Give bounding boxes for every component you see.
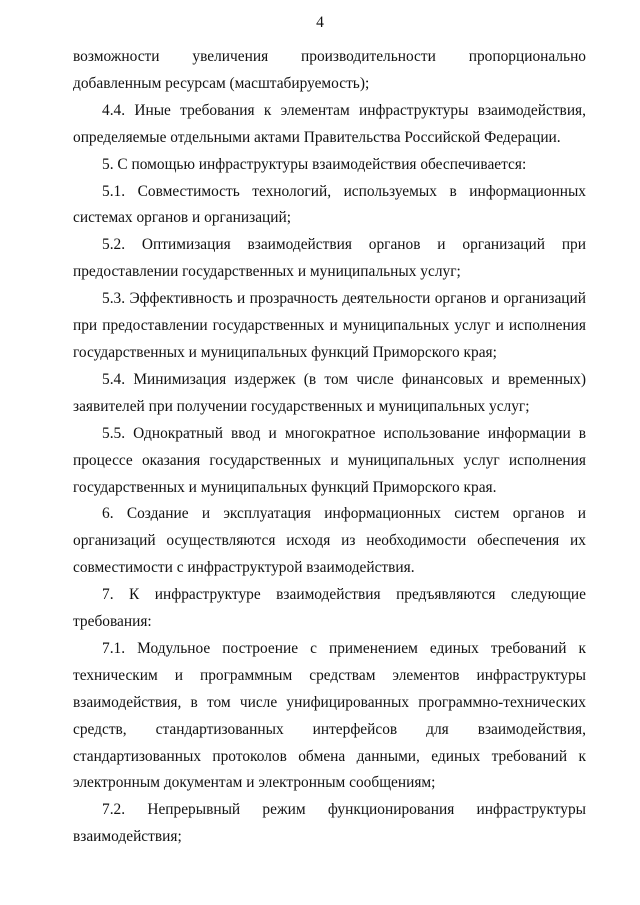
paragraph-5-3: 5.3. Эффективность и прозрачность деятельности органов и организаций при предоставлении государственных и муниципальных услуг и исполнения государственных и муниципальных функций Приморского края; (73, 290, 586, 361)
paragraph-continuation: возможности увеличения производительности пропорционально добавленным ресурсам (масштабируемость); (73, 48, 586, 92)
paragraph-7-2: 7.2. Непрерывный режим функционирования инфраструктуры взаимодействия; (73, 801, 586, 846)
paragraph-4-4: 4.4. Иные требования к элементам инфраструктуры взаимодействия, определяемые отдельными актами Правительства Российской Федерации. (73, 101, 586, 146)
paragraph-7: 7. К инфраструктуре взаимодействия предъявляются следующие требования: (73, 586, 586, 631)
paragraph-5-4: 5.4. Минимизация издержек (в том числе финансовых и временных) заявителей при получении государственных и муниципальных услуг; (73, 370, 586, 415)
page-number: 4 (316, 14, 324, 31)
paragraph-5-1: 5.1. Совместимость технологий, используемых в информационных системах органов и организаций; (73, 182, 586, 227)
paragraph-5-5: 5.5. Однократный ввод и многократное использование информации в процессе оказания государственных и муниципальных услуг исполнения государственных и муниципальных функций Приморского края. (73, 424, 586, 496)
paragraph-5-2: 5.2. Оптимизация взаимодействия органов и организаций при предоставлении государственных и муниципальных услуг; (73, 236, 586, 281)
paragraph-7-1: 7.1. Модульное построение с применением единых требований к техническим и программным средствам элементов инфраструктуры взаимодействия, в том числе унифицированных программно-технических средств, стандартизованных интерфейсов для взаимодействия, стандартизованных протоколов обмена данными, единых требований к электронным документам и электронным сообщениям; (73, 639, 586, 792)
paragraph-5: 5. С помощью инфраструктуры взаимодействия обеспечивается: (102, 155, 527, 173)
document-body (73, 44, 586, 851)
paragraph-6: 6. Создание и эксплуатация информационных систем органов и организаций осуществляются исходя из необходимости обеспечения их совместимости с инфраструктурой взаимодействия. (73, 505, 586, 577)
